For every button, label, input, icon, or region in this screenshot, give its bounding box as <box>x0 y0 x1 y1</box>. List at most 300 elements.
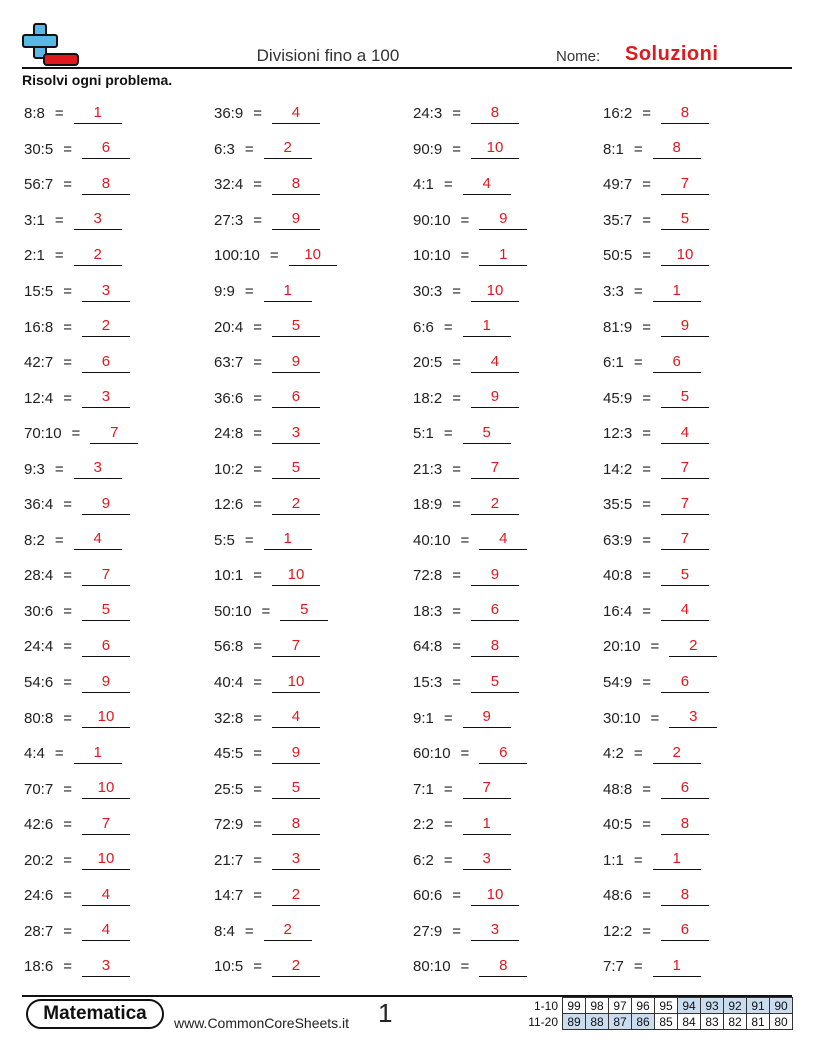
problem-expression: 45:9 <box>603 389 633 407</box>
answer-field[interactable]: 2 <box>272 957 320 977</box>
answer-field[interactable]: 8 <box>479 957 527 977</box>
problem-expression: 6:1 <box>603 354 624 372</box>
equals-sign: = <box>443 709 453 727</box>
problem-expression: 56:7 <box>24 176 54 194</box>
problem-expression: 21:7 <box>214 851 244 869</box>
equals-sign: = <box>63 354 72 372</box>
problem-item <box>603 771 794 807</box>
answer-field[interactable]: 8 <box>661 886 709 906</box>
equals-sign: = <box>253 851 262 869</box>
problem-expression: 4:1 <box>413 176 434 194</box>
answer-field[interactable]: 1 <box>653 282 701 302</box>
answer-field[interactable]: 6 <box>661 921 709 941</box>
answer-field[interactable]: 9 <box>82 673 130 693</box>
answer-field[interactable]: 5 <box>661 210 709 230</box>
answer-field[interactable]: 1 <box>74 104 122 124</box>
answer-field[interactable]: 4 <box>272 104 320 124</box>
equals-sign: = <box>63 140 72 158</box>
problem-expression: 36:6 <box>214 389 244 407</box>
answer-field[interactable]: 6 <box>272 388 320 408</box>
equals-sign: = <box>63 389 72 407</box>
problem-item <box>413 842 603 878</box>
answer-field[interactable]: 6 <box>661 779 709 799</box>
problem-expression: 7:1 <box>413 780 434 798</box>
answer-field[interactable]: 5 <box>463 424 511 444</box>
answer-field[interactable]: 10 <box>82 708 130 728</box>
equals-sign: = <box>633 354 643 372</box>
equals-sign: = <box>54 745 64 763</box>
answer-field[interactable]: 3 <box>471 921 519 941</box>
problem-item <box>413 167 603 203</box>
problem-expression: 63:7 <box>214 354 244 372</box>
problem-item <box>24 238 214 274</box>
problem-expression: 81:9 <box>603 318 633 336</box>
score-cell: 80 <box>770 1014 793 1030</box>
problem-expression: 42:6 <box>24 816 54 834</box>
problem-item <box>24 807 214 843</box>
answer-field[interactable]: 9 <box>272 210 320 230</box>
answer-field[interactable]: 7 <box>661 459 709 479</box>
problem-item <box>24 665 214 701</box>
answer-field[interactable]: 3 <box>82 957 130 977</box>
problem-expression: 42:7 <box>24 354 54 372</box>
answer-field[interactable]: 5 <box>82 601 130 621</box>
score-cell: 91 <box>747 998 770 1014</box>
answer-field[interactable]: 8 <box>272 175 320 195</box>
answer-field[interactable]: 2 <box>264 921 312 941</box>
equals-sign: = <box>452 922 461 940</box>
problem-item <box>413 878 603 914</box>
answer-field[interactable]: 10 <box>471 139 519 159</box>
answer-field[interactable]: 1 <box>463 815 511 835</box>
problem-item <box>603 451 794 487</box>
problem-expression: 70:10 <box>24 425 62 443</box>
answer-field[interactable]: 4 <box>272 708 320 728</box>
problem-expression: 10:1 <box>214 567 244 585</box>
problem-expression: 27:9 <box>413 922 443 940</box>
problem-item <box>413 238 603 274</box>
answer-field[interactable]: 4 <box>82 921 130 941</box>
equals-sign: = <box>63 780 72 798</box>
answer-field[interactable]: 1 <box>479 246 527 266</box>
answer-field[interactable]: 10 <box>289 246 337 266</box>
answer-field[interactable]: 7 <box>90 424 138 444</box>
answer-field[interactable]: 7 <box>82 815 130 835</box>
answer-field[interactable]: 2 <box>653 744 701 764</box>
equals-sign: = <box>269 247 279 265</box>
score-cell: 89 <box>563 1014 586 1030</box>
problem-expression: 12:2 <box>603 922 633 940</box>
answer-field[interactable]: 7 <box>82 566 130 586</box>
equals-sign: = <box>253 389 262 407</box>
answer-field[interactable]: 1 <box>264 530 312 550</box>
problem-expression: 40:5 <box>603 816 633 834</box>
equals-sign: = <box>443 318 453 336</box>
problem-item <box>413 665 603 701</box>
answer-field[interactable]: 5 <box>272 779 320 799</box>
problem-expression: 20:10 <box>603 638 641 656</box>
answer-field[interactable]: 9 <box>272 353 320 373</box>
score-cell: 93 <box>701 998 724 1014</box>
problem-item <box>24 594 214 630</box>
answer-field[interactable]: 2 <box>74 246 122 266</box>
problem-item <box>214 700 413 736</box>
equals-sign: = <box>460 958 470 976</box>
problem-item <box>214 736 413 772</box>
answer-field[interactable]: 8 <box>82 175 130 195</box>
answer-field[interactable]: 10 <box>471 886 519 906</box>
equals-sign: = <box>253 318 262 336</box>
problem-item <box>413 380 603 416</box>
problem-item <box>603 416 794 452</box>
score-cell: 87 <box>609 1014 632 1030</box>
problem-item <box>214 380 413 416</box>
equals-sign: = <box>63 674 72 692</box>
answer-field[interactable]: 2 <box>669 637 717 657</box>
answer-field[interactable]: 1 <box>653 850 701 870</box>
equals-sign: = <box>633 958 643 976</box>
answer-field[interactable]: 4 <box>479 530 527 550</box>
answer-field[interactable]: 10 <box>471 282 519 302</box>
equals-sign: = <box>460 211 470 229</box>
problem-expression: 45:5 <box>214 745 244 763</box>
equals-sign: = <box>253 958 262 976</box>
answer-field[interactable]: 7 <box>463 779 511 799</box>
problem-expression: 2:2 <box>413 816 434 834</box>
equals-sign: = <box>443 816 453 834</box>
problem-expression: 30:10 <box>603 709 641 727</box>
equals-sign: = <box>633 851 643 869</box>
problem-item <box>214 807 413 843</box>
problem-expression: 24:6 <box>24 887 54 905</box>
answer-field[interactable]: 9 <box>479 210 527 230</box>
equals-sign: = <box>642 674 651 692</box>
problem-expression: 2:1 <box>24 247 45 265</box>
answer-field[interactable]: 5 <box>272 459 320 479</box>
problem-item <box>214 558 413 594</box>
answer-field[interactable]: 8 <box>471 637 519 657</box>
answer-field[interactable]: 3 <box>82 282 130 302</box>
problem-item <box>214 167 413 203</box>
problem-item <box>603 842 794 878</box>
equals-sign: = <box>63 567 72 585</box>
problem-item <box>603 594 794 630</box>
problem-item <box>24 309 214 345</box>
equals-sign: = <box>71 425 81 443</box>
equals-sign: = <box>452 283 461 300</box>
problem-expression: 7:7 <box>603 958 624 976</box>
problem-expression: 4:2 <box>603 745 624 763</box>
answer-field[interactable]: 10 <box>272 566 320 586</box>
problem-expression: 18:6 <box>24 958 54 976</box>
score-row <box>524 998 793 1014</box>
problem-item <box>603 700 794 736</box>
answer-field[interactable]: 7 <box>661 530 709 550</box>
equals-sign: = <box>54 105 64 123</box>
equals-sign: = <box>642 211 651 229</box>
problem-expression: 27:3 <box>214 211 244 229</box>
score-cell: 90 <box>770 998 793 1014</box>
answer-field[interactable]: 9 <box>463 708 511 728</box>
equals-sign: = <box>452 496 461 514</box>
equals-sign: = <box>63 602 72 620</box>
answer-field[interactable]: 5 <box>280 601 328 621</box>
problem-item <box>214 309 413 345</box>
problem-item <box>214 878 413 914</box>
answer-field[interactable]: 9 <box>471 566 519 586</box>
problem-item <box>413 736 603 772</box>
problem-item <box>214 949 413 985</box>
answer-field[interactable]: 9 <box>661 317 709 337</box>
answer-field[interactable]: 9 <box>82 495 130 515</box>
answer-field[interactable]: 6 <box>82 139 130 159</box>
equals-sign: = <box>253 176 262 194</box>
problem-item <box>214 203 413 239</box>
problem-item <box>603 274 794 310</box>
equals-sign: = <box>642 318 651 336</box>
answer-field[interactable]: 4 <box>661 601 709 621</box>
problem-expression: 36:4 <box>24 496 54 514</box>
answer-field[interactable]: 1 <box>463 317 511 337</box>
problem-expression: 48:6 <box>603 887 633 905</box>
problem-expression: 40:10 <box>413 531 451 549</box>
answer-field[interactable]: 2 <box>272 495 320 515</box>
answer-field[interactable]: 7 <box>471 459 519 479</box>
score-cell: 88 <box>586 1014 609 1030</box>
problem-expression: 60:6 <box>413 887 443 905</box>
answer-field[interactable]: 5 <box>661 388 709 408</box>
problem-item <box>214 665 413 701</box>
problem-expression: 28:7 <box>24 922 54 940</box>
score-cell: 82 <box>724 1014 747 1030</box>
equals-sign: = <box>452 638 461 656</box>
equals-sign: = <box>642 922 651 940</box>
equals-sign: = <box>63 816 72 834</box>
equals-sign: = <box>642 496 651 514</box>
equals-sign: = <box>63 709 72 727</box>
equals-sign: = <box>452 140 461 158</box>
answer-field[interactable]: 5 <box>272 317 320 337</box>
problem-item <box>413 203 603 239</box>
problem-item <box>24 523 214 559</box>
equals-sign: = <box>642 247 651 265</box>
answer-field[interactable]: 10 <box>661 246 709 266</box>
problem-expression: 12:4 <box>24 389 54 407</box>
problem-expression: 10:5 <box>214 958 244 976</box>
answer-field[interactable]: 8 <box>653 139 701 159</box>
problem-item <box>214 416 413 452</box>
problem-expression: 8:1 <box>603 140 624 158</box>
problem-item <box>24 167 214 203</box>
problem-item <box>603 238 794 274</box>
problem-expression: 15:3 <box>413 674 443 692</box>
problem-expression: 8:2 <box>24 531 45 549</box>
answer-field[interactable]: 5 <box>661 566 709 586</box>
problem-item <box>603 167 794 203</box>
equals-sign: = <box>443 176 453 194</box>
equals-sign: = <box>63 851 72 869</box>
answer-field[interactable]: 5 <box>471 673 519 693</box>
answer-field[interactable]: 2 <box>264 139 312 159</box>
problem-expression: 54:6 <box>24 674 54 692</box>
equals-sign: = <box>54 247 64 265</box>
answer-field[interactable]: 8 <box>661 104 709 124</box>
answer-field[interactable]: 3 <box>669 708 717 728</box>
problem-expression: 18:3 <box>413 602 443 620</box>
equals-sign: = <box>642 780 651 798</box>
problem-item <box>24 203 214 239</box>
equals-sign: = <box>253 105 262 123</box>
equals-sign: = <box>244 922 254 940</box>
answer-field[interactable]: 2 <box>272 886 320 906</box>
problem-item <box>603 736 794 772</box>
equals-sign: = <box>452 460 461 478</box>
equals-sign: = <box>253 425 262 443</box>
problem-expression: 18:2 <box>413 389 443 407</box>
answer-field[interactable]: 10 <box>82 779 130 799</box>
problem-item <box>603 949 794 985</box>
equals-sign: = <box>460 531 470 549</box>
problem-item <box>413 700 603 736</box>
problem-item <box>603 523 794 559</box>
answer-field[interactable]: 1 <box>264 282 312 302</box>
problem-expression: 28:4 <box>24 567 54 585</box>
problem-expression: 32:8 <box>214 709 244 727</box>
problem-item <box>413 594 603 630</box>
answer-field[interactable]: 6 <box>82 353 130 373</box>
problem-expression: 9:1 <box>413 709 434 727</box>
answer-field[interactable]: 6 <box>82 637 130 657</box>
problem-expression: 6:3 <box>214 140 235 158</box>
equals-sign: = <box>253 709 262 727</box>
problem-expression: 49:7 <box>603 176 633 194</box>
problem-expression: 4:4 <box>24 745 45 763</box>
equals-sign: = <box>253 780 262 798</box>
answer-field[interactable]: 1 <box>74 744 122 764</box>
answer-field[interactable]: 3 <box>74 459 122 479</box>
answer-field[interactable]: 4 <box>74 530 122 550</box>
answer-field[interactable]: 7 <box>661 495 709 515</box>
problem-item <box>413 96 603 132</box>
equals-sign: = <box>452 567 461 585</box>
problem-expression: 8:8 <box>24 105 45 123</box>
answer-field[interactable]: 3 <box>82 388 130 408</box>
answer-field[interactable]: 1 <box>653 957 701 977</box>
answer-field[interactable]: 8 <box>471 104 519 124</box>
answer-field[interactable]: 6 <box>471 601 519 621</box>
answer-field[interactable]: 6 <box>479 744 527 764</box>
equals-sign: = <box>642 602 651 620</box>
equals-sign: = <box>253 567 262 585</box>
problem-item <box>24 949 214 985</box>
answer-field[interactable]: 10 <box>82 850 130 870</box>
problem-expression: 30:5 <box>24 140 54 158</box>
answer-field[interactable]: 6 <box>653 353 701 373</box>
score-cell: 83 <box>701 1014 724 1030</box>
answer-field[interactable]: 9 <box>272 744 320 764</box>
problem-expression: 20:2 <box>24 851 54 869</box>
problem-expression: 90:9 <box>413 140 443 158</box>
problem-item <box>24 132 214 168</box>
answer-field[interactable]: 8 <box>272 815 320 835</box>
equals-sign: = <box>253 816 262 834</box>
equals-sign: = <box>63 283 72 300</box>
answer-field[interactable]: 8 <box>661 815 709 835</box>
equals-sign: = <box>244 283 254 300</box>
problem-expression: 48:8 <box>603 780 633 798</box>
problem-item <box>413 629 603 665</box>
score-cell: 97 <box>609 998 632 1014</box>
answer-field[interactable]: 9 <box>471 388 519 408</box>
answer-field[interactable]: 7 <box>272 637 320 657</box>
answer-field[interactable]: 2 <box>82 317 130 337</box>
equals-sign: = <box>452 354 461 372</box>
equals-sign: = <box>63 176 72 194</box>
problem-item <box>603 487 794 523</box>
problem-expression: 3:3 <box>603 283 624 300</box>
answer-field[interactable]: 3 <box>74 210 122 230</box>
answer-field[interactable]: 10 <box>272 673 320 693</box>
problem-item <box>603 558 794 594</box>
answer-field[interactable]: 2 <box>471 495 519 515</box>
equals-sign: = <box>452 674 461 692</box>
equals-sign: = <box>63 887 72 905</box>
problem-item <box>413 132 603 168</box>
score-cell: 98 <box>586 998 609 1014</box>
score-cell: 99 <box>563 998 586 1014</box>
problem-item <box>24 558 214 594</box>
answer-field[interactable]: 6 <box>661 673 709 693</box>
page-number: 1 <box>378 998 393 1028</box>
problem-item <box>24 700 214 736</box>
problem-expression: 16:8 <box>24 318 54 336</box>
answer-field[interactable]: 7 <box>661 175 709 195</box>
problem-expression: 14:2 <box>603 460 633 478</box>
problem-item <box>413 807 603 843</box>
problem-item <box>603 309 794 345</box>
equals-sign: = <box>650 709 660 727</box>
problem-expression: 10:10 <box>413 247 451 265</box>
answer-field[interactable]: 4 <box>661 424 709 444</box>
answer-field[interactable]: 3 <box>463 850 511 870</box>
problem-item <box>413 274 603 310</box>
equals-sign: = <box>253 887 262 905</box>
problem-expression: 60:10 <box>413 745 451 763</box>
problem-expression: 14:7 <box>214 887 244 905</box>
problem-expression: 6:2 <box>413 851 434 869</box>
equals-sign: = <box>460 745 470 763</box>
score-row-label: 1-10 <box>533 998 558 1013</box>
score-row <box>524 1014 793 1030</box>
equals-sign: = <box>443 780 453 798</box>
problem-expression: 6:6 <box>413 318 434 336</box>
problem-item <box>214 771 413 807</box>
score-cell: 85 <box>655 1014 678 1030</box>
answer-field[interactable]: 3 <box>272 850 320 870</box>
answer-field[interactable]: 4 <box>82 886 130 906</box>
problem-expression: 50:5 <box>603 247 633 265</box>
equals-sign: = <box>253 496 262 514</box>
answer-field[interactable]: 3 <box>272 424 320 444</box>
answer-field[interactable]: 4 <box>471 353 519 373</box>
equals-sign: = <box>54 211 64 229</box>
equals-sign: = <box>63 318 72 336</box>
answer-field[interactable]: 4 <box>463 175 511 195</box>
problem-item <box>413 949 603 985</box>
problem-item <box>603 132 794 168</box>
problem-expression: 100:10 <box>214 247 260 265</box>
problem-expression: 54:9 <box>603 674 633 692</box>
